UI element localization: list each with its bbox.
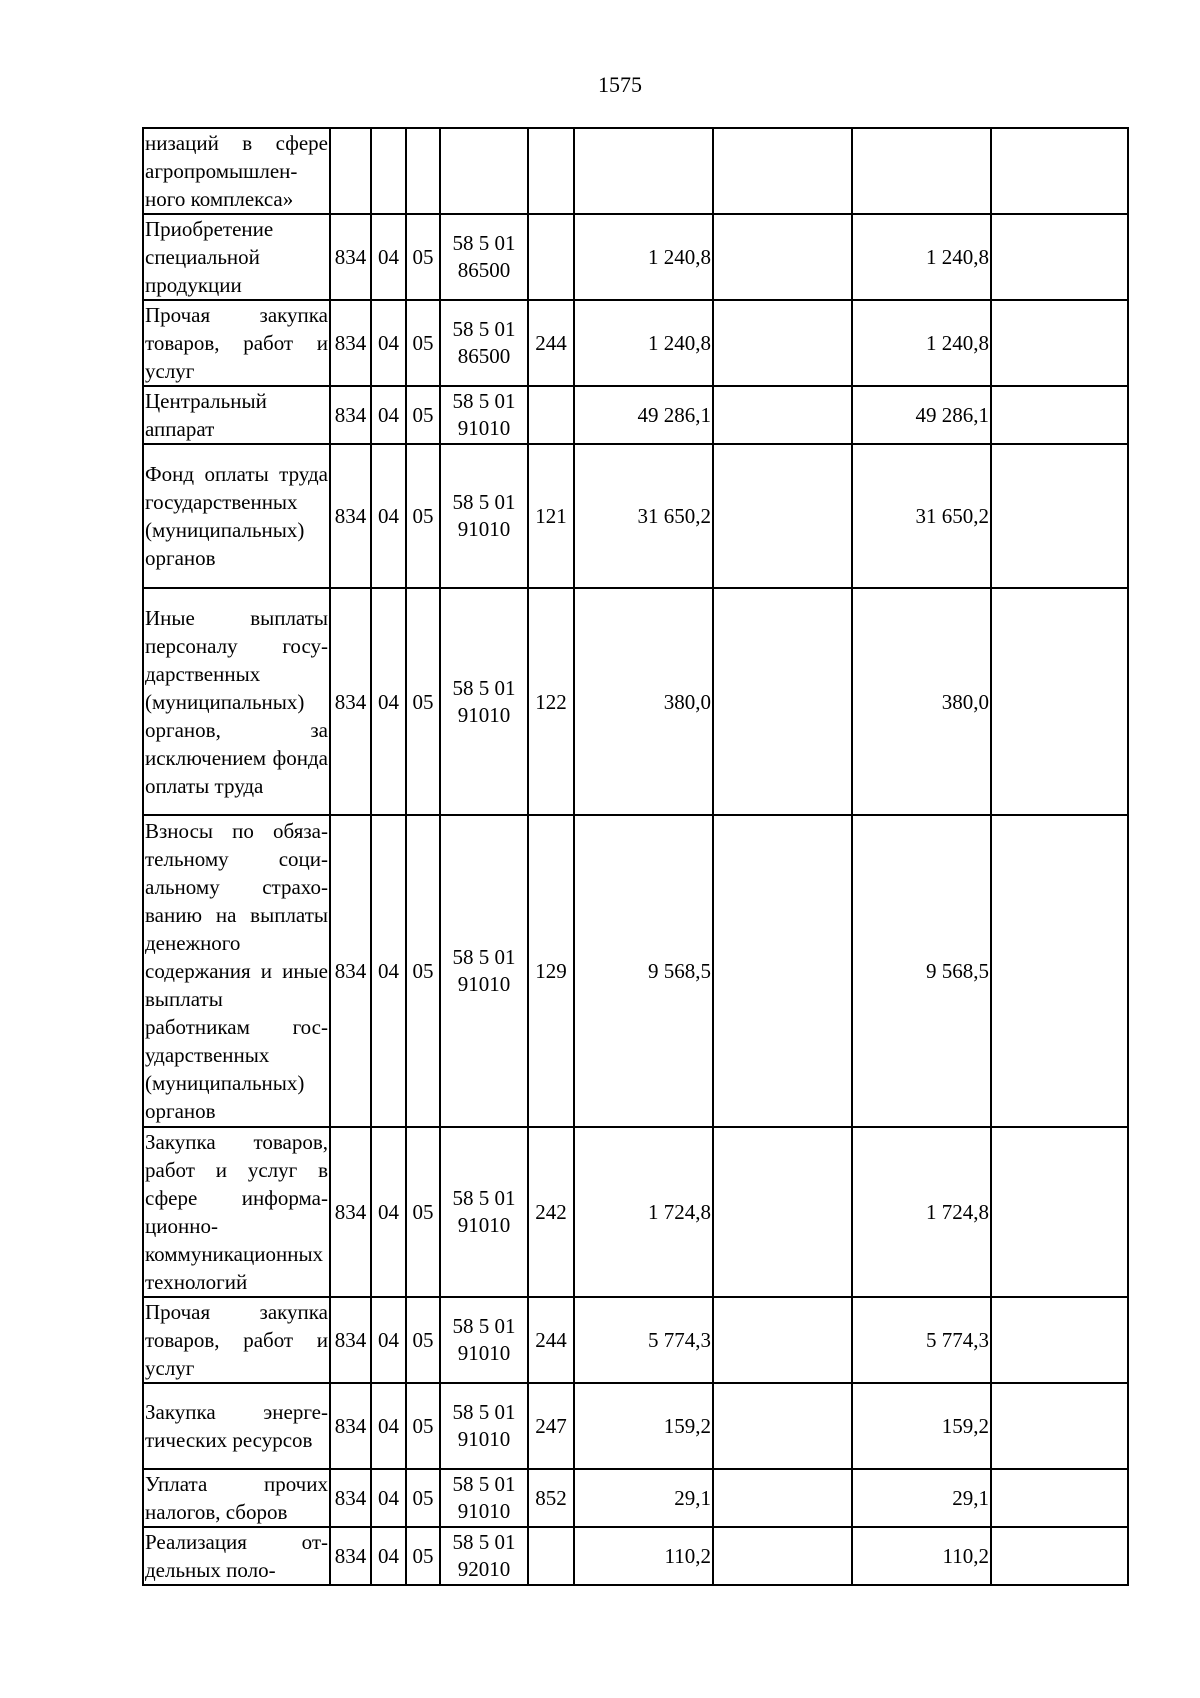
cell-subsection: 05 — [406, 588, 440, 815]
table-row — [143, 1469, 1128, 1527]
cell-name: Реализация отдельных поло- — [143, 1527, 330, 1585]
cell-amount-4 — [991, 815, 1128, 1127]
cell-subsection: 05 — [406, 1127, 440, 1297]
cell-name: Центральный аппарат — [143, 386, 330, 444]
cell-section: 04 — [371, 1127, 406, 1297]
cell-amount: 159,2 — [574, 1383, 713, 1469]
cell-subsection: 05 — [406, 815, 440, 1127]
cell-amount-4 — [991, 444, 1128, 588]
cell-target-article — [440, 128, 528, 214]
cell-target-article: 58 5 01 91010 — [440, 444, 528, 588]
cell-amount: 31 650,2 — [574, 444, 713, 588]
cell-amount-2 — [713, 300, 852, 386]
cell-section: 04 — [371, 1527, 406, 1585]
cell-expense-type: 852 — [528, 1469, 574, 1527]
cell-section: 04 — [371, 815, 406, 1127]
cell-expense-type — [528, 386, 574, 444]
cell-section: 04 — [371, 1469, 406, 1527]
cell-amount-3: 49 286,1 — [852, 386, 991, 444]
cell-target-article: 58 5 01 91010 — [440, 1127, 528, 1297]
cell-amount-2 — [713, 128, 852, 214]
cell-amount-4 — [991, 214, 1128, 300]
cell-amount: 110,2 — [574, 1527, 713, 1585]
cell-target-article: 58 5 01 91010 — [440, 1469, 528, 1527]
cell-expense-type: 242 — [528, 1127, 574, 1297]
budget-table — [142, 127, 1129, 1586]
cell-ministry — [330, 128, 371, 214]
cell-amount-3: 1 724,8 — [852, 1127, 991, 1297]
table-row — [143, 1527, 1128, 1585]
cell-ministry: 834 — [330, 300, 371, 386]
table-row — [143, 444, 1128, 588]
cell-target-article: 58 5 01 92010 — [440, 1527, 528, 1585]
cell-name: Приобретение специальной продукции — [143, 214, 330, 300]
cell-target-article: 58 5 01 86500 — [440, 300, 528, 386]
table-row — [143, 588, 1128, 815]
cell-ministry: 834 — [330, 1127, 371, 1297]
cell-ministry: 834 — [330, 1527, 371, 1585]
cell-amount: 5 774,3 — [574, 1297, 713, 1383]
cell-name: Взносы по обязательному социальному страхованию на выплаты денежного содержания и иные выплаты работникам государственных (муниципальных) органов — [143, 815, 330, 1127]
cell-amount-2 — [713, 444, 852, 588]
cell-amount-3: 380,0 — [852, 588, 991, 815]
cell-expense-type: 121 — [528, 444, 574, 588]
cell-section: 04 — [371, 1297, 406, 1383]
table-row — [143, 1127, 1128, 1297]
cell-expense-type: 247 — [528, 1383, 574, 1469]
cell-ministry: 834 — [330, 1469, 371, 1527]
cell-amount-2 — [713, 815, 852, 1127]
cell-name: Уплата прочих налогов, сборов — [143, 1469, 330, 1527]
cell-amount-3: 31 650,2 — [852, 444, 991, 588]
cell-expense-type: 122 — [528, 588, 574, 815]
cell-amount-3 — [852, 128, 991, 214]
table-row — [143, 815, 1128, 1127]
cell-section: 04 — [371, 214, 406, 300]
cell-section — [371, 128, 406, 214]
cell-amount-2 — [713, 1127, 852, 1297]
cell-amount-4 — [991, 588, 1128, 815]
cell-section: 04 — [371, 300, 406, 386]
cell-name: Прочая закупка товаров, работ и услуг — [143, 1297, 330, 1383]
cell-ministry: 834 — [330, 214, 371, 300]
cell-amount-2 — [713, 1297, 852, 1383]
cell-ministry: 834 — [330, 815, 371, 1127]
cell-amount-3: 1 240,8 — [852, 300, 991, 386]
table-row — [143, 386, 1128, 444]
cell-amount-2 — [713, 1383, 852, 1469]
cell-amount-3: 9 568,5 — [852, 815, 991, 1127]
cell-subsection: 05 — [406, 1297, 440, 1383]
cell-amount-4 — [991, 386, 1128, 444]
cell-ministry: 834 — [330, 1297, 371, 1383]
cell-amount-4 — [991, 1297, 1128, 1383]
cell-name: низаций в сфере агропромышленного комплекса» — [143, 128, 330, 214]
cell-amount-4 — [991, 1127, 1128, 1297]
cell-expense-type: 129 — [528, 815, 574, 1127]
cell-amount-2 — [713, 1469, 852, 1527]
cell-amount-3: 29,1 — [852, 1469, 991, 1527]
cell-section: 04 — [371, 1383, 406, 1469]
table-row — [143, 1383, 1128, 1469]
cell-ministry: 834 — [330, 1383, 371, 1469]
cell-amount: 1 240,8 — [574, 300, 713, 386]
cell-amount-4 — [991, 300, 1128, 386]
cell-target-article: 58 5 01 91010 — [440, 1297, 528, 1383]
cell-target-article: 58 5 01 86500 — [440, 214, 528, 300]
cell-target-article: 58 5 01 91010 — [440, 588, 528, 815]
cell-amount-2 — [713, 1527, 852, 1585]
cell-name: Закупка товаров, работ и услуг в сфере информационно-коммуникационных технологий — [143, 1127, 330, 1297]
cell-subsection: 05 — [406, 1469, 440, 1527]
cell-expense-type — [528, 128, 574, 214]
cell-section: 04 — [371, 386, 406, 444]
table-row — [143, 300, 1128, 386]
cell-amount: 1 240,8 — [574, 214, 713, 300]
cell-name: Фонд оплаты труда государственных (муниципальных) органов — [143, 444, 330, 588]
cell-target-article: 58 5 01 91010 — [440, 386, 528, 444]
cell-ministry: 834 — [330, 386, 371, 444]
cell-amount: 49 286,1 — [574, 386, 713, 444]
cell-expense-type: 244 — [528, 300, 574, 386]
cell-amount: 29,1 — [574, 1469, 713, 1527]
cell-target-article: 58 5 01 91010 — [440, 815, 528, 1127]
cell-amount-3: 110,2 — [852, 1527, 991, 1585]
cell-amount-3: 159,2 — [852, 1383, 991, 1469]
cell-amount-2 — [713, 386, 852, 444]
table-row — [143, 1297, 1128, 1383]
cell-amount-4 — [991, 1527, 1128, 1585]
cell-subsection: 05 — [406, 444, 440, 588]
cell-name: Прочая закупка товаров, работ и услуг — [143, 300, 330, 386]
cell-subsection: 05 — [406, 1383, 440, 1469]
cell-amount-4 — [991, 128, 1128, 214]
cell-ministry: 834 — [330, 588, 371, 815]
cell-section: 04 — [371, 444, 406, 588]
cell-expense-type — [528, 214, 574, 300]
cell-amount: 380,0 — [574, 588, 713, 815]
cell-target-article: 58 5 01 91010 — [440, 1383, 528, 1469]
cell-expense-type: 244 — [528, 1297, 574, 1383]
cell-subsection: 05 — [406, 300, 440, 386]
cell-section: 04 — [371, 588, 406, 815]
cell-amount: 1 724,8 — [574, 1127, 713, 1297]
cell-name: Закупка энергетических ресурсов — [143, 1383, 330, 1469]
cell-subsection: 05 — [406, 214, 440, 300]
cell-expense-type — [528, 1527, 574, 1585]
table-row — [143, 214, 1128, 300]
cell-subsection: 05 — [406, 386, 440, 444]
cell-amount-3: 1 240,8 — [852, 214, 991, 300]
table-row — [143, 128, 1128, 214]
page-number: 1575 — [598, 72, 642, 97]
cell-ministry: 834 — [330, 444, 371, 588]
cell-name: Иные выплаты персоналу государственных (муниципальных) органов, за исключением фонда оплаты труда — [143, 588, 330, 815]
cell-amount — [574, 128, 713, 214]
cell-amount-3: 5 774,3 — [852, 1297, 991, 1383]
cell-subsection: 05 — [406, 1527, 440, 1585]
cell-amount-4 — [991, 1469, 1128, 1527]
cell-amount-2 — [713, 214, 852, 300]
cell-subsection — [406, 128, 440, 214]
cell-amount-4 — [991, 1383, 1128, 1469]
cell-amount: 9 568,5 — [574, 815, 713, 1127]
cell-amount-2 — [713, 588, 852, 815]
